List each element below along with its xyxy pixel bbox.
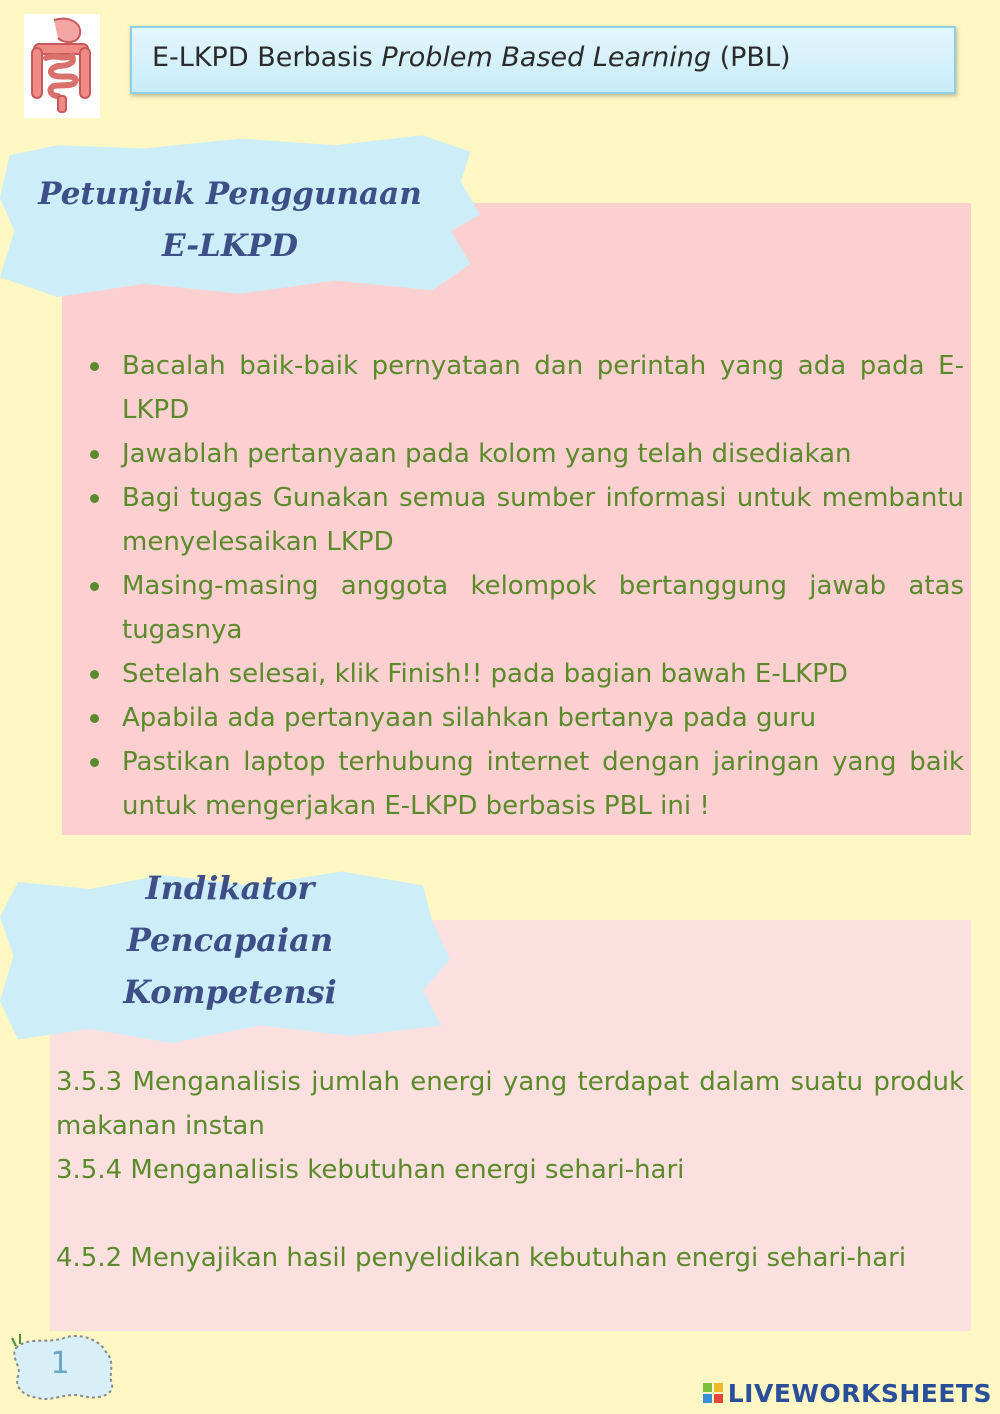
indicator-item: 4.5.2 Menyajikan hasil penyelidikan kebutuhan energi sehari-hari bbox=[56, 1243, 907, 1273]
header-title: E-LKPD Berbasis Problem Based Learning (PBL) bbox=[152, 42, 791, 73]
indicators-title: Indikator Pencapaian Kompetensi bbox=[123, 869, 337, 1011]
intestine-icon bbox=[24, 14, 100, 118]
brand-name: LIVEWORKSHEETS bbox=[727, 1378, 992, 1408]
list-item: Bacalah baik-baik pernyataan dan perintah yang ada pada E-LKPD bbox=[84, 344, 964, 432]
header-banner bbox=[130, 26, 956, 94]
list-item: Masing-masing anggota kelompok bertanggung jawab atas tugasnya bbox=[84, 564, 964, 652]
list-item: Bagi tugas Gunakan semua sumber informasi untuk membantu menyelesaikan LKPD bbox=[84, 476, 964, 564]
brand-logo[interactable] bbox=[702, 1378, 992, 1408]
list-item: Pastikan laptop terhubung internet dengan jaringan yang baik untuk mengerjakan E-LKPD berbasis PBL ini ! bbox=[84, 740, 964, 828]
page-number: 1 bbox=[50, 1346, 70, 1381]
liveworksheets-logo-icon bbox=[702, 1382, 724, 1404]
indicator-item: 3.5.3 Menganalisis jumlah energi yang terdapat dalam suatu produk makanan instan bbox=[56, 1067, 964, 1141]
list-item: Setelah selesai, klik Finish!! pada bagian bawah E-LKPD bbox=[84, 652, 964, 696]
indicator-item: 3.5.4 Menganalisis kebutuhan energi sehari-hari bbox=[56, 1155, 685, 1185]
instructions-title: Petunjuk Penggunaan E-LKPD bbox=[38, 176, 422, 264]
list-item: Apabila ada pertanyaan silahkan bertanya pada guru bbox=[84, 696, 964, 740]
list-item: Jawablah pertanyaan pada kolom yang telah disediakan bbox=[84, 432, 964, 476]
indicators-list bbox=[56, 1060, 964, 1280]
instructions-list bbox=[84, 344, 964, 828]
